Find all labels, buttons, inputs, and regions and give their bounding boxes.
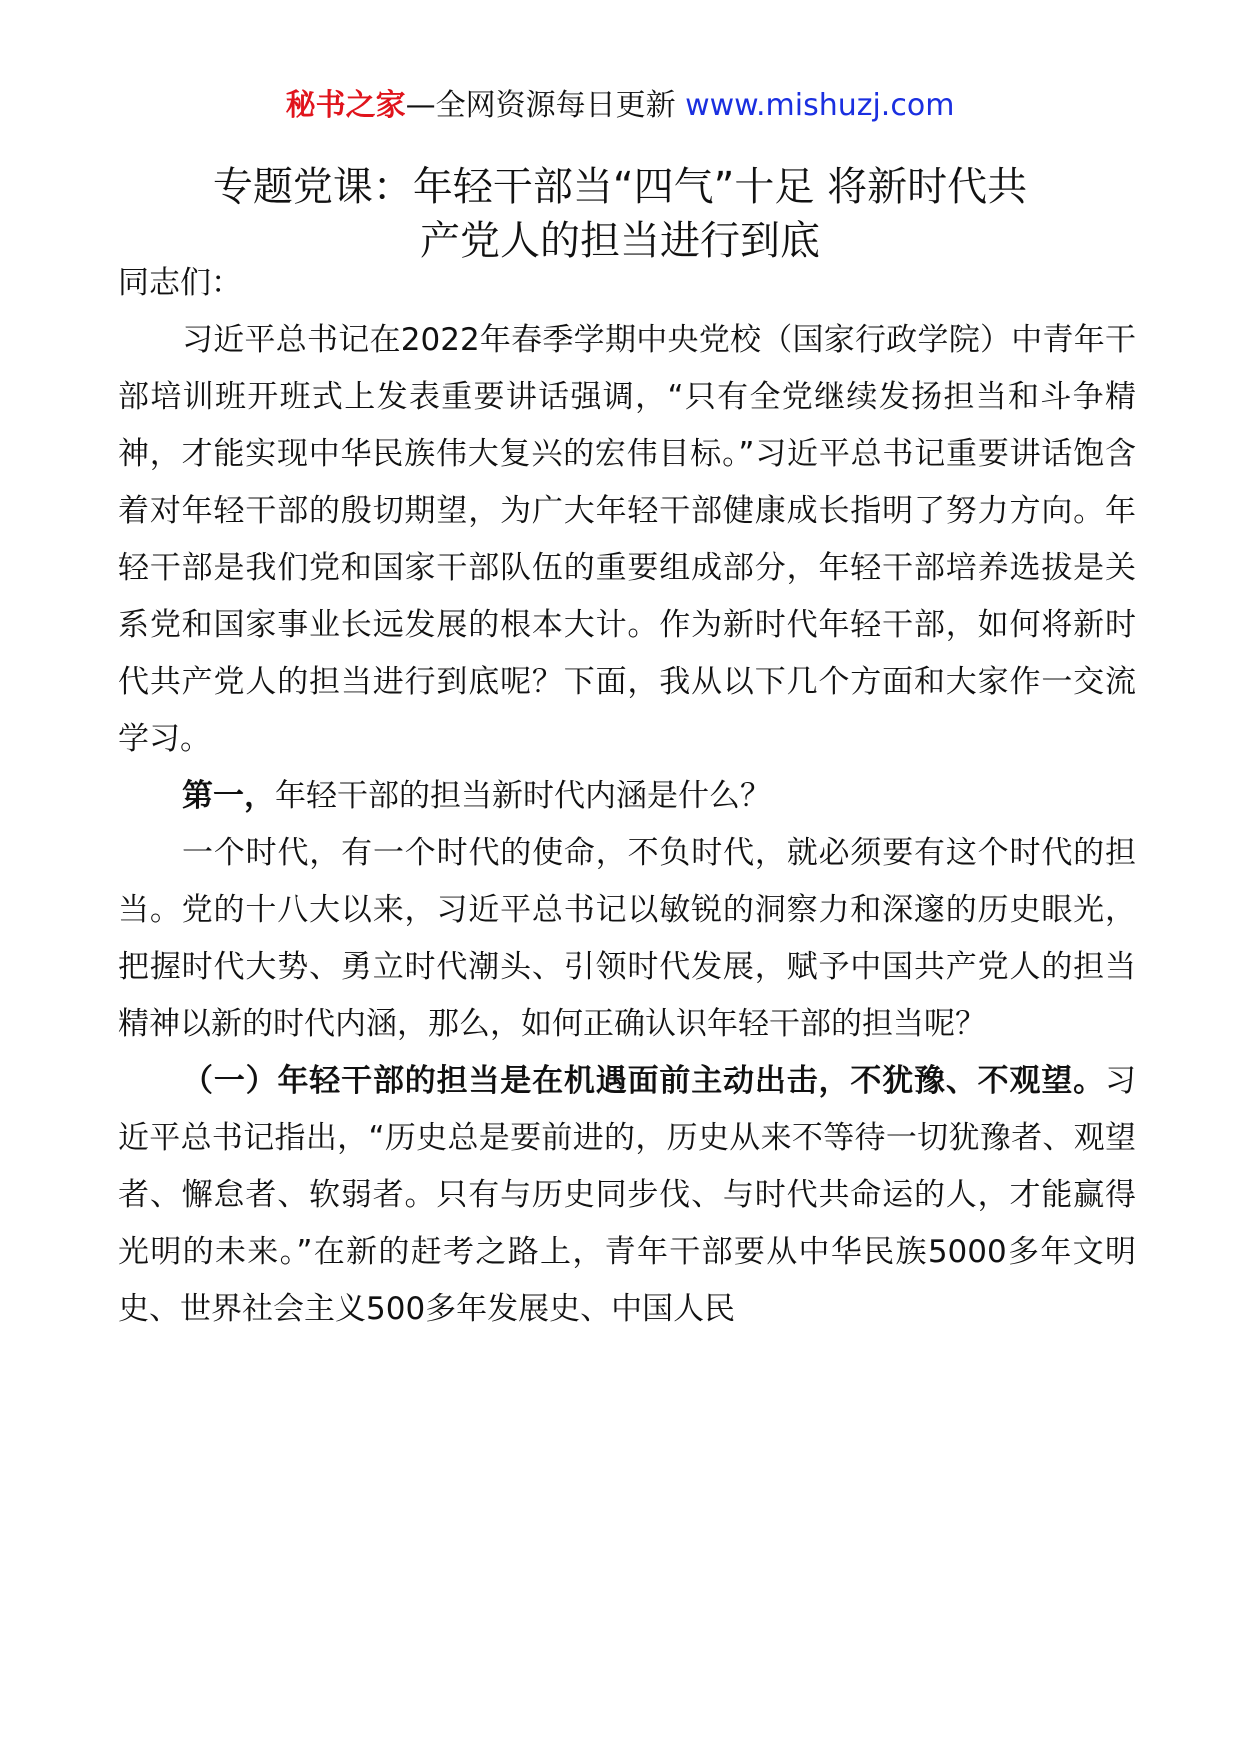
section-heading-1-text: 年轻干部的担当新时代内涵是什么？ (275, 778, 771, 814)
section-heading-1-marker: 第一， (182, 778, 275, 814)
subsection-1 (118, 1053, 1136, 1338)
title-line-2: 产党人的担当进行到底 (420, 218, 820, 264)
salutation: 同志们： (118, 265, 242, 301)
section-heading-1 (118, 768, 1136, 825)
title-line-1: 专题党课：年轻干部当“四气”十足 将新时代共 (212, 164, 1028, 210)
site-url-link[interactable]: www.mishuzj.com (675, 88, 955, 123)
site-header (0, 86, 1240, 126)
paragraph-section-1: 一个时代，有一个时代的使命，不负时代，就必须要有这个时代的担当。党的十八大以来，习近平总书记以敏锐的洞察力和深邃的历史眼光，把握时代大势、勇立时代潮头、引领时代发展，赋予中国共产党人的担当精神以新的时代内涵，那么，如何正确认识年轻干部的担当呢？ (118, 835, 1136, 1042)
document-body (118, 255, 1136, 1338)
header-tagline: —全网资源每日更新 (405, 88, 676, 123)
paragraph-intro: 习近平总书记在2022年春季学期中央党校（国家行政学院）中青年干部培训班开班式上发表重要讲话强调，“只有全党继续发扬担当和斗争精神，才能实现中华民族伟大复兴的宏伟目标。”习近平总书记重要讲话饱含着对年轻干部的殷切期望，为广大年轻干部健康成长指明了努力方向。年轻干部是我们党和国家干部队伍的重要组成部分，年轻干部培养选拔是关系党和国家事业长远发展的根本大计。作为新时代年轻干部，如何将新时代共产党人的担当进行到底呢？下面，我从以下几个方面和大家作一交流学习。 (118, 322, 1136, 757)
document-title (110, 160, 1130, 268)
subsection-1-heading: （一）年轻干部的担当是在机遇面前主动出击，不犹豫、不观望。 (182, 1063, 1105, 1099)
brand-name: 秘书之家 (285, 88, 406, 123)
subsection-1-text: 习近平总书记指出，“历史总是要前进的，历史从来不等待一切犹豫者、观望者、懈怠者、软弱者。只有与历史同步伐、与时代共命运的人，才能赢得光明的未来。”在新的赶考之路上，青年干部要从中华民族5000多年文明史、世界社会主义500多年发展史、中国人民 (118, 1063, 1136, 1327)
